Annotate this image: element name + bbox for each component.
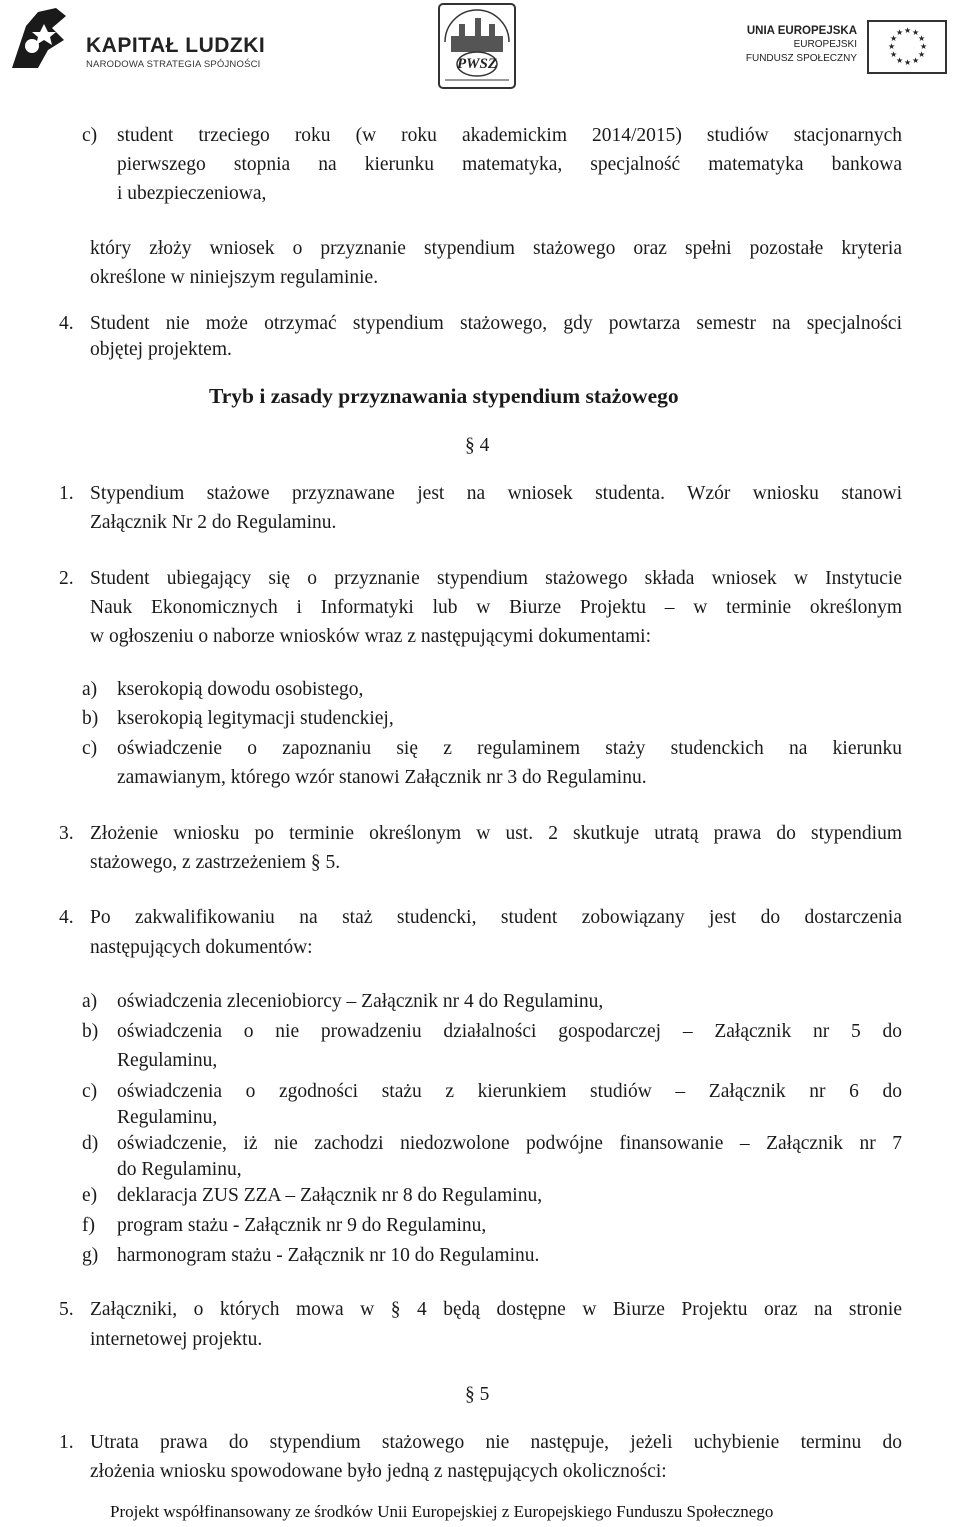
paragraph-mark: § 4 (465, 435, 490, 456)
list-label: c) (82, 738, 98, 759)
list-label: e) (82, 1185, 98, 1206)
list-item: oświadczenia o nie prowadzeniu działalności gospodarczej – Załącznik nr 5 do (117, 1021, 902, 1042)
eu-flag-icon (867, 20, 947, 74)
list-label: g) (82, 1245, 99, 1266)
list-item: Regulaminu, (117, 1050, 218, 1071)
text-line: stażowego, z zastrzeżeniem § 5. (90, 852, 341, 873)
kapital-ludzki-logo (8, 6, 278, 76)
kapital-ludzki-title: KAPITAŁ LUDZKI (86, 34, 266, 57)
text-line: następujących dokumentów: (90, 937, 313, 958)
svg-text:★: ★ (920, 42, 928, 51)
list-item: Regulaminu, (117, 1107, 218, 1128)
list-label: d) (82, 1133, 99, 1154)
pwsz-logo-text: PWSZ (456, 56, 497, 72)
text-line: Załączniki, o których mowa w § 4 będą dostępne w Biurze Projektu oraz na stronie (90, 1299, 902, 1320)
list-label: b) (82, 708, 99, 729)
svg-text:★: ★ (912, 28, 920, 37)
list-label: f) (82, 1215, 95, 1236)
text-line: złożenia wniosku spowodowane było jedną z następujących okoliczności: (90, 1461, 667, 1482)
eu-logo-line2: EUROPEJSKI (793, 39, 857, 50)
list-item: harmonogram stażu - Załącznik nr 10 do Regulaminu. (117, 1245, 540, 1266)
list-item: oświadczenie o zapoznaniu się z regulaminem staży studenckich na kierunku (117, 738, 902, 759)
list-number: 1. (59, 483, 74, 504)
svg-text:★: ★ (904, 26, 912, 35)
svg-text:★: ★ (890, 34, 898, 43)
page-footer: Projekt współfinansowany ze środków Unii Europejskiej z Europejskiego Funduszu Społecznego (110, 1502, 774, 1521)
list-item: oświadczenia zleceniobiorcy – Załącznik nr 4 do Regulaminu, (117, 991, 604, 1012)
list-item: kserokopią dowodu osobistego, (117, 679, 364, 700)
text-line: student trzeciego roku (w roku akademickim 2014/2015) studiów stacjonarnych (117, 125, 902, 146)
text-line: pierwszego stopnia na kierunku matematyka, specjalność matematyka bankowa (117, 154, 902, 175)
list-label: a) (82, 991, 98, 1012)
text-line: Złożenie wniosku po terminie określonym w ust. 2 skutkuje utratą prawa do stypendium (90, 823, 902, 844)
list-number: 1. (59, 1432, 74, 1453)
text-line: Nauk Ekonomicznych i Informatyki lub w Biurze Projektu – w terminie określonym (90, 597, 902, 618)
list-item: deklaracja ZUS ZZA – Załącznik nr 8 do Regulaminu, (117, 1185, 543, 1206)
text-line: objętej projektem. (90, 339, 232, 360)
text-line: który złoży wniosek o przyznanie stypendium stażowego oraz spełni pozostałe kryteria (90, 238, 902, 259)
eu-logo (740, 20, 950, 80)
list-label: c) (82, 125, 98, 146)
svg-text:★: ★ (918, 34, 926, 43)
list-label: a) (82, 679, 98, 700)
list-label: b) (82, 1021, 99, 1042)
list-item: kserokopią legitymacji studenckiej, (117, 708, 394, 729)
list-item: oświadczenie, iż nie zachodzi niedozwolone podwójne finansowanie – Załącznik nr 7 (117, 1133, 902, 1154)
paragraph-mark: § 5 (465, 1384, 490, 1405)
pwsz-seal-icon (437, 2, 517, 90)
list-number: 4. (59, 907, 74, 928)
text-line: Utrata prawa do stypendium stażowego nie następuje, jeżeli uchybienie terminu do (90, 1432, 902, 1453)
list-item: program stażu - Załącznik nr 9 do Regulaminu, (117, 1215, 487, 1236)
text-line: Po zakwalifikowaniu na staż studencki, student zobowiązany jest do dostarczenia (90, 907, 902, 928)
svg-text:★: ★ (904, 58, 912, 67)
eu-logo-text (746, 24, 857, 66)
section-title: Tryb i zasady przyznawania stypendium stażowego (209, 384, 679, 408)
svg-text:★: ★ (890, 50, 898, 59)
eu-logo-line1: UNIA EUROPEJSKA (746, 25, 857, 37)
list-number: 3. (59, 823, 74, 844)
svg-text:★: ★ (896, 56, 904, 65)
page-header (0, 0, 960, 100)
list-number: 2. (59, 568, 74, 589)
text-line: w ogłoszeniu o naborze wniosków wraz z następującymi dokumentami: (90, 626, 652, 647)
svg-text:★: ★ (888, 42, 896, 51)
svg-text:★: ★ (918, 50, 926, 59)
text-line: Stypendium stażowe przyznawane jest na wniosek studenta. Wzór wniosku stanowi (90, 483, 902, 504)
kapital-ludzki-emblem-icon (8, 6, 72, 72)
svg-text:★: ★ (912, 56, 920, 65)
text-line: Załącznik Nr 2 do Regulaminu. (90, 512, 337, 533)
text-line: określone w niniejszym regulaminie. (90, 267, 379, 288)
text-line: internetowej projektu. (90, 1329, 263, 1350)
text-line: i ubezpieczeniowa, (117, 183, 267, 204)
kapital-ludzki-subtitle: NARODOWA STRATEGIA SPÓJNOŚCI (86, 59, 261, 70)
list-item: do Regulaminu, (117, 1159, 242, 1180)
list-number: 5. (59, 1299, 74, 1320)
svg-text:★: ★ (896, 28, 904, 37)
eu-logo-line3: FUNDUSZ SPOŁECZNY (745, 53, 857, 64)
text-line: Student ubiegający się o przyznanie stypendium stażowego składa wniosek w Instytucie (90, 568, 902, 589)
text-line: Student nie może otrzymać stypendium stażowego, gdy powtarza semestr na specjalności (90, 313, 902, 334)
pwsz-logo (437, 2, 517, 90)
list-label: c) (82, 1081, 98, 1102)
list-item: oświadczenia o zgodności stażu z kierunkiem studiów – Załącznik nr 6 do (117, 1081, 902, 1102)
list-item: zamawianym, którego wzór stanowi Załącznik nr 3 do Regulaminu. (117, 767, 647, 788)
list-number: 4. (59, 313, 74, 334)
